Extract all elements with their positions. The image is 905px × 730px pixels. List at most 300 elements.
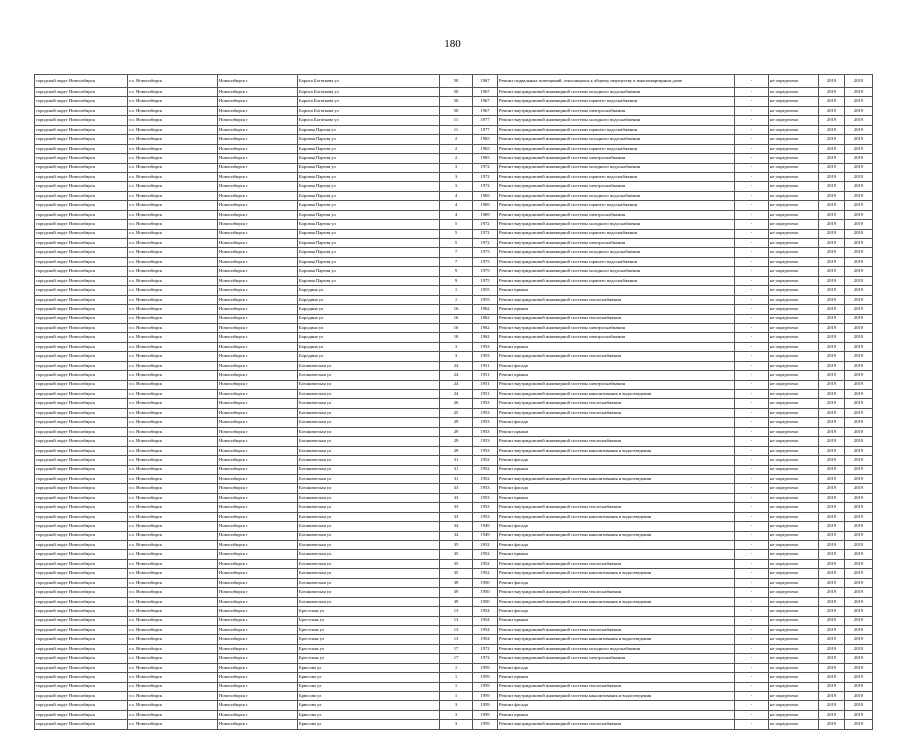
cell-street: Боровая Партия ул: [298, 220, 440, 229]
cell-street: Брюсова ул: [298, 663, 440, 672]
cell-dash: -: [735, 144, 769, 153]
cell-dash: -: [735, 408, 769, 417]
cell-cost-status: не определено: [769, 607, 819, 616]
cell-city: г.о. Новосибирск: [128, 673, 218, 682]
cell-street: Ботаническая ул: [298, 484, 440, 493]
cell-year-start: 2019: [819, 248, 845, 257]
cell-year-built: 1954: [473, 635, 498, 644]
cell-work-type: Ремонт внутридомовой инженерной системы теплоснабжения: [498, 625, 735, 634]
cell-settlement: Новосибирск г: [218, 135, 298, 144]
cell-year-built: 1959: [473, 710, 498, 719]
cell-street: Боровая Партия ул: [298, 210, 440, 219]
cell-year-end: 2019: [845, 88, 873, 97]
cell-year-built: 1975: [473, 257, 498, 266]
cell-city: г.о. Новосибирск: [128, 163, 218, 172]
cell-settlement: Новосибирск г: [218, 210, 298, 219]
table-row: [35, 559, 873, 568]
table-row: [35, 88, 873, 97]
cell-district: городской округ Новосибирск: [35, 352, 128, 361]
cell-street: Брюсова ул: [298, 682, 440, 691]
cell-city: г.о. Новосибирск: [128, 578, 218, 587]
cell-street: Ботаническая ул: [298, 418, 440, 427]
cell-dash: -: [735, 569, 769, 578]
table-row: [35, 625, 873, 634]
cell-house: 3: [440, 701, 473, 710]
cell-city: г.о. Новосибирск: [128, 154, 218, 163]
cell-year-built: 1975: [473, 248, 498, 257]
table-row: [35, 692, 873, 701]
cell-year-built: 1965: [473, 144, 498, 153]
cell-city: г.о. Новосибирск: [128, 503, 218, 512]
cell-settlement: Новосибирск г: [218, 154, 298, 163]
table-row: [35, 380, 873, 389]
cell-year-end: 2019: [845, 616, 873, 625]
cell-district: городской округ Новосибирск: [35, 682, 128, 691]
cell-street: Боровая Партия ул: [298, 172, 440, 181]
table-row: [35, 503, 873, 512]
cell-city: г.о. Новосибирск: [128, 314, 218, 323]
cell-house: 35: [440, 550, 473, 559]
cell-year-built: 1975: [473, 276, 498, 285]
cell-year-end: 2019: [845, 569, 873, 578]
table-row: [35, 474, 873, 483]
cell-dash: -: [735, 550, 769, 559]
cell-year-end: 2019: [845, 154, 873, 163]
cell-year-start: 2019: [819, 333, 845, 342]
cell-street: Бородина ул: [298, 314, 440, 323]
cell-cost-status: не определено: [769, 125, 819, 134]
cell-street: Боровая Партия ул: [298, 154, 440, 163]
cell-settlement: Новосибирск г: [218, 220, 298, 229]
cell-year-built: 1953: [473, 512, 498, 521]
cell-district: городской округ Новосибирск: [35, 569, 128, 578]
cell-year-start: 2019: [819, 399, 845, 408]
cell-district: городской округ Новосибирск: [35, 191, 128, 200]
cell-street: Брестская ул: [298, 635, 440, 644]
cell-cost-status: не определено: [769, 578, 819, 587]
cell-work-type: Ремонт фасада: [498, 456, 735, 465]
cell-dash: -: [735, 465, 769, 474]
cell-cost-status: не определено: [769, 352, 819, 361]
cell-settlement: Новосибирск г: [218, 352, 298, 361]
cell-district: городской округ Новосибирск: [35, 465, 128, 474]
cell-city: г.о. Новосибирск: [128, 493, 218, 502]
cell-work-type: Ремонт внутридомовой инженерной системы горячего водоснабжения: [498, 125, 735, 134]
cell-settlement: Новосибирск г: [218, 682, 298, 691]
table-row: [35, 654, 873, 663]
cell-house: 13: [440, 607, 473, 616]
table-row: [35, 75, 873, 88]
cell-year-built: 1953: [473, 493, 498, 502]
cell-house: 24: [440, 361, 473, 370]
cell-city: г.о. Новосибирск: [128, 323, 218, 332]
cell-year-end: 2019: [845, 201, 873, 210]
cell-street: Бориса Богаткова ул: [298, 88, 440, 97]
cell-district: городской округ Новосибирск: [35, 493, 128, 502]
cell-settlement: Новосибирск г: [218, 172, 298, 181]
cell-cost-status: не определено: [769, 390, 819, 399]
cell-street: Бородина ул: [298, 342, 440, 351]
cell-year-start: 2019: [819, 559, 845, 568]
cell-year-start: 2019: [819, 663, 845, 672]
cell-house: 5: [440, 239, 473, 248]
cell-city: г.о. Новосибирск: [128, 116, 218, 125]
cell-year-built: 1952: [473, 541, 498, 550]
cell-dash: -: [735, 257, 769, 266]
table-row: [35, 673, 873, 682]
table-row: [35, 342, 873, 351]
cell-year-end: 2019: [845, 333, 873, 342]
cell-cost-status: не определено: [769, 75, 819, 88]
cell-year-built: 1959: [473, 663, 498, 672]
cell-year-built: 1967: [473, 88, 498, 97]
cell-year-start: 2019: [819, 635, 845, 644]
cell-dash: -: [735, 97, 769, 106]
cell-year-end: 2019: [845, 437, 873, 446]
cell-year-built: 1953: [473, 408, 498, 417]
cell-city: г.о. Новосибирск: [128, 474, 218, 483]
table-row: [35, 239, 873, 248]
cell-year-built: 1953: [473, 418, 498, 427]
cell-settlement: Новосибирск г: [218, 569, 298, 578]
cell-year-built: 1952: [473, 550, 498, 559]
cell-year-end: 2019: [845, 456, 873, 465]
cell-house: 5: [440, 229, 473, 238]
cell-year-start: 2019: [819, 720, 845, 729]
cell-dash: -: [735, 135, 769, 144]
cell-year-end: 2019: [845, 286, 873, 295]
cell-year-start: 2019: [819, 135, 845, 144]
cell-work-type: Ремонт крыши: [498, 305, 735, 314]
cell-year-end: 2019: [845, 399, 873, 408]
table-row: [35, 106, 873, 115]
cell-district: городской округ Новосибирск: [35, 210, 128, 219]
cell-settlement: Новосибирск г: [218, 408, 298, 417]
cell-district: городской округ Новосибирск: [35, 625, 128, 634]
cell-work-type: Ремонт внутридомовой инженерной системы горячего водоснабжения: [498, 257, 735, 266]
cell-cost-status: не определено: [769, 286, 819, 295]
cell-year-built: 1967: [473, 106, 498, 115]
cell-district: городской округ Новосибирск: [35, 97, 128, 106]
cell-dash: -: [735, 286, 769, 295]
cell-district: городской округ Новосибирск: [35, 88, 128, 97]
cell-district: городской округ Новосибирск: [35, 220, 128, 229]
cell-work-type: Ремонт внутридомовой инженерной системы горячего водоснабжения: [498, 172, 735, 181]
cell-year-built: 1972: [473, 644, 498, 653]
cell-street: Ботаническая ул: [298, 541, 440, 550]
cell-cost-status: не определено: [769, 484, 819, 493]
cell-cost-status: не определено: [769, 503, 819, 512]
cell-work-type: Ремонт внутридомовой инженерной системы теплоснабжения: [498, 314, 735, 323]
cell-work-type: Ремонт подвальных помещений, относящихся к общему имуществу в многоквартирном доме: [498, 75, 735, 88]
table-row: [35, 116, 873, 125]
cell-year-start: 2019: [819, 305, 845, 314]
cell-year-start: 2019: [819, 172, 845, 181]
cell-district: городской округ Новосибирск: [35, 512, 128, 521]
cell-year-built: 1955: [473, 286, 498, 295]
cell-cost-status: не определено: [769, 257, 819, 266]
cell-dash: -: [735, 116, 769, 125]
cell-work-type: Ремонт внутридомовой инженерной системы теплоснабжения: [498, 588, 735, 597]
cell-settlement: Новосибирск г: [218, 361, 298, 370]
cell-year-built: 1953: [473, 399, 498, 408]
cell-settlement: Новосибирск г: [218, 541, 298, 550]
cell-district: городской округ Новосибирск: [35, 342, 128, 351]
table-row: [35, 267, 873, 276]
cell-year-built: 1965: [473, 154, 498, 163]
cell-cost-status: не определено: [769, 154, 819, 163]
cell-street: Боровая Партия ул: [298, 239, 440, 248]
cell-work-type: Ремонт фасада: [498, 484, 735, 493]
cell-house: 31: [440, 456, 473, 465]
cell-district: городской округ Новосибирск: [35, 663, 128, 672]
table-row: [35, 191, 873, 200]
cell-settlement: Новосибирск г: [218, 276, 298, 285]
cell-house: 5: [440, 220, 473, 229]
cell-city: г.о. Новосибирск: [128, 408, 218, 417]
cell-city: г.о. Новосибирск: [128, 333, 218, 342]
cell-work-type: Ремонт крыши: [498, 493, 735, 502]
cell-year-end: 2019: [845, 635, 873, 644]
cell-year-start: 2019: [819, 625, 845, 634]
cell-cost-status: не определено: [769, 427, 819, 436]
cell-dash: -: [735, 390, 769, 399]
cell-settlement: Новосибирск г: [218, 295, 298, 304]
cell-house: 3: [440, 182, 473, 191]
cell-work-type: Ремонт фасада: [498, 663, 735, 672]
cell-settlement: Новосибирск г: [218, 182, 298, 191]
cell-district: городской округ Новосибирск: [35, 720, 128, 729]
cell-dash: -: [735, 701, 769, 710]
cell-settlement: Новосибирск г: [218, 522, 298, 531]
cell-settlement: Новосибирск г: [218, 437, 298, 446]
cell-city: г.о. Новосибирск: [128, 625, 218, 634]
cell-district: городской округ Новосибирск: [35, 305, 128, 314]
cell-district: городской округ Новосибирск: [35, 503, 128, 512]
cell-year-start: 2019: [819, 474, 845, 483]
cell-street: Ботаническая ул: [298, 446, 440, 455]
cell-year-built: 1950: [473, 578, 498, 587]
cell-work-type: Ремонт внутридомовой инженерной системы холодного водоснабжения: [498, 267, 735, 276]
cell-district: городской округ Новосибирск: [35, 333, 128, 342]
cell-house: 1: [440, 692, 473, 701]
cell-house: 33: [440, 512, 473, 521]
cell-cost-status: не определено: [769, 635, 819, 644]
cell-year-built: 1959: [473, 673, 498, 682]
cell-work-type: Ремонт крыши: [498, 673, 735, 682]
cell-house: 26: [440, 399, 473, 408]
cell-house: 1: [440, 295, 473, 304]
cell-dash: -: [735, 427, 769, 436]
cell-year-built: 1952: [473, 559, 498, 568]
cell-city: г.о. Новосибирск: [128, 437, 218, 446]
cell-cost-status: не определено: [769, 239, 819, 248]
cell-settlement: Новосибирск г: [218, 427, 298, 436]
cell-cost-status: не определено: [769, 399, 819, 408]
cell-cost-status: не определено: [769, 616, 819, 625]
cell-house: 35: [440, 569, 473, 578]
cell-dash: -: [735, 682, 769, 691]
cell-cost-status: не определено: [769, 418, 819, 427]
cell-dash: -: [735, 503, 769, 512]
cell-settlement: Новосибирск г: [218, 550, 298, 559]
cell-dash: -: [735, 644, 769, 653]
cell-street: Брестская ул: [298, 616, 440, 625]
cell-year-end: 2019: [845, 578, 873, 587]
cell-house: 50: [440, 106, 473, 115]
cell-street: Бородина ул: [298, 333, 440, 342]
cell-year-built: 1954: [473, 607, 498, 616]
cell-year-end: 2019: [845, 182, 873, 191]
cell-city: г.о. Новосибирск: [128, 97, 218, 106]
cell-settlement: Новосибирск г: [218, 616, 298, 625]
cell-year-built: 1965: [473, 135, 498, 144]
cell-street: Ботаническая ул: [298, 427, 440, 436]
cell-work-type: Ремонт внутридомовой инженерной системы канализования и водоотведения: [498, 446, 735, 455]
cell-year-start: 2019: [819, 201, 845, 210]
cell-district: городской округ Новосибирск: [35, 550, 128, 559]
cell-street: Боровая Партия ул: [298, 201, 440, 210]
cell-dash: -: [735, 229, 769, 238]
cell-settlement: Новосибирск г: [218, 201, 298, 210]
cell-year-start: 2019: [819, 239, 845, 248]
cell-street: Боровая Партия ул: [298, 248, 440, 257]
cell-cost-status: не определено: [769, 597, 819, 606]
cell-year-built: 1967: [473, 97, 498, 106]
cell-dash: -: [735, 182, 769, 191]
cell-settlement: Новосибирск г: [218, 116, 298, 125]
cell-cost-status: не определено: [769, 522, 819, 531]
cell-settlement: Новосибирск г: [218, 229, 298, 238]
cell-street: Брюсова ул: [298, 673, 440, 682]
cell-dash: -: [735, 531, 769, 540]
cell-work-type: Ремонт фасада: [498, 418, 735, 427]
cell-year-start: 2019: [819, 550, 845, 559]
cell-city: г.о. Новосибирск: [128, 446, 218, 455]
cell-city: г.о. Новосибирск: [128, 456, 218, 465]
cell-year-end: 2019: [845, 257, 873, 266]
cell-city: г.о. Новосибирск: [128, 635, 218, 644]
table-row: [35, 418, 873, 427]
table-row: [35, 305, 873, 314]
cell-street: Брестская ул: [298, 625, 440, 634]
cell-street: Бориса Богаткова ул: [298, 97, 440, 106]
cell-city: г.о. Новосибирск: [128, 569, 218, 578]
cell-dash: -: [735, 446, 769, 455]
cell-cost-status: не определено: [769, 97, 819, 106]
cell-work-type: Ремонт внутридомовой инженерной системы электроснабжения: [498, 323, 735, 332]
cell-city: г.о. Новосибирск: [128, 88, 218, 97]
cell-cost-status: не определено: [769, 493, 819, 502]
cell-year-end: 2019: [845, 720, 873, 729]
cell-work-type: Ремонт крыши: [498, 342, 735, 351]
cell-year-built: 1953: [473, 342, 498, 351]
cell-year-end: 2019: [845, 522, 873, 531]
cell-cost-status: не определено: [769, 692, 819, 701]
cell-year-built: 1959: [473, 720, 498, 729]
cell-year-end: 2019: [845, 371, 873, 380]
table-row: [35, 220, 873, 229]
cell-year-start: 2019: [819, 361, 845, 370]
cell-dash: -: [735, 625, 769, 634]
cell-year-built: 1972: [473, 182, 498, 191]
cell-street: Боровая Партия ул: [298, 125, 440, 134]
cell-house: 16: [440, 305, 473, 314]
cell-work-type: Ремонт внутридомовой инженерной системы теплоснабжения: [498, 720, 735, 729]
cell-street: Боровая Партия ул: [298, 267, 440, 276]
cell-year-built: 1949: [473, 522, 498, 531]
cell-year-end: 2019: [845, 380, 873, 389]
cell-city: г.о. Новосибирск: [128, 267, 218, 276]
cell-year-built: 1959: [473, 692, 498, 701]
cell-street: Ботаническая ул: [298, 493, 440, 502]
cell-settlement: Новосибирск г: [218, 465, 298, 474]
cell-dash: -: [735, 399, 769, 408]
cell-house: 3: [440, 163, 473, 172]
cell-year-end: 2019: [845, 503, 873, 512]
cell-dash: -: [735, 559, 769, 568]
table-row: [35, 569, 873, 578]
table-row: [35, 531, 873, 540]
cell-dash: -: [735, 75, 769, 88]
cell-year-start: 2019: [819, 88, 845, 97]
cell-settlement: Новосибирск г: [218, 371, 298, 380]
cell-cost-status: не определено: [769, 465, 819, 474]
cell-cost-status: не определено: [769, 248, 819, 257]
cell-work-type: Ремонт внутридомовой инженерной системы теплоснабжения: [498, 682, 735, 691]
cell-district: городской округ Новосибирск: [35, 531, 128, 540]
cell-settlement: Новосибирск г: [218, 720, 298, 729]
cell-street: Ботаническая ул: [298, 399, 440, 408]
cell-city: г.о. Новосибирск: [128, 692, 218, 701]
cell-year-end: 2019: [845, 692, 873, 701]
cell-district: городской округ Новосибирск: [35, 635, 128, 644]
table-row: [35, 541, 873, 550]
cell-dash: -: [735, 512, 769, 521]
cell-cost-status: не определено: [769, 531, 819, 540]
cell-city: г.о. Новосибирск: [128, 135, 218, 144]
cell-year-end: 2019: [845, 465, 873, 474]
cell-district: городской округ Новосибирск: [35, 474, 128, 483]
cell-settlement: Новосибирск г: [218, 559, 298, 568]
cell-cost-status: не определено: [769, 673, 819, 682]
cell-year-start: 2019: [819, 408, 845, 417]
cell-year-start: 2019: [819, 427, 845, 436]
cell-cost-status: не определено: [769, 456, 819, 465]
cell-dash: -: [735, 673, 769, 682]
cell-year-end: 2019: [845, 597, 873, 606]
table-row: [35, 172, 873, 181]
cell-year-end: 2019: [845, 163, 873, 172]
cell-cost-status: не определено: [769, 276, 819, 285]
cell-cost-status: не определено: [769, 210, 819, 219]
cell-house: 11: [440, 116, 473, 125]
cell-city: г.о. Новосибирск: [128, 701, 218, 710]
cell-district: городской округ Новосибирск: [35, 323, 128, 332]
cell-year-built: 1953: [473, 437, 498, 446]
cell-year-end: 2019: [845, 588, 873, 597]
cell-house: 7: [440, 248, 473, 257]
cell-work-type: Ремонт внутридомовой инженерной системы холодного водоснабжения: [498, 220, 735, 229]
cell-year-built: 1969: [473, 201, 498, 210]
cell-year-end: 2019: [845, 484, 873, 493]
cell-work-type: Ремонт внутридомовой инженерной системы электроснабжения: [498, 106, 735, 115]
cell-year-built: 1953: [473, 446, 498, 455]
cell-cost-status: не определено: [769, 588, 819, 597]
cell-cost-status: не определено: [769, 191, 819, 200]
cell-district: городской округ Новосибирск: [35, 427, 128, 436]
cell-year-built: 1972: [473, 239, 498, 248]
